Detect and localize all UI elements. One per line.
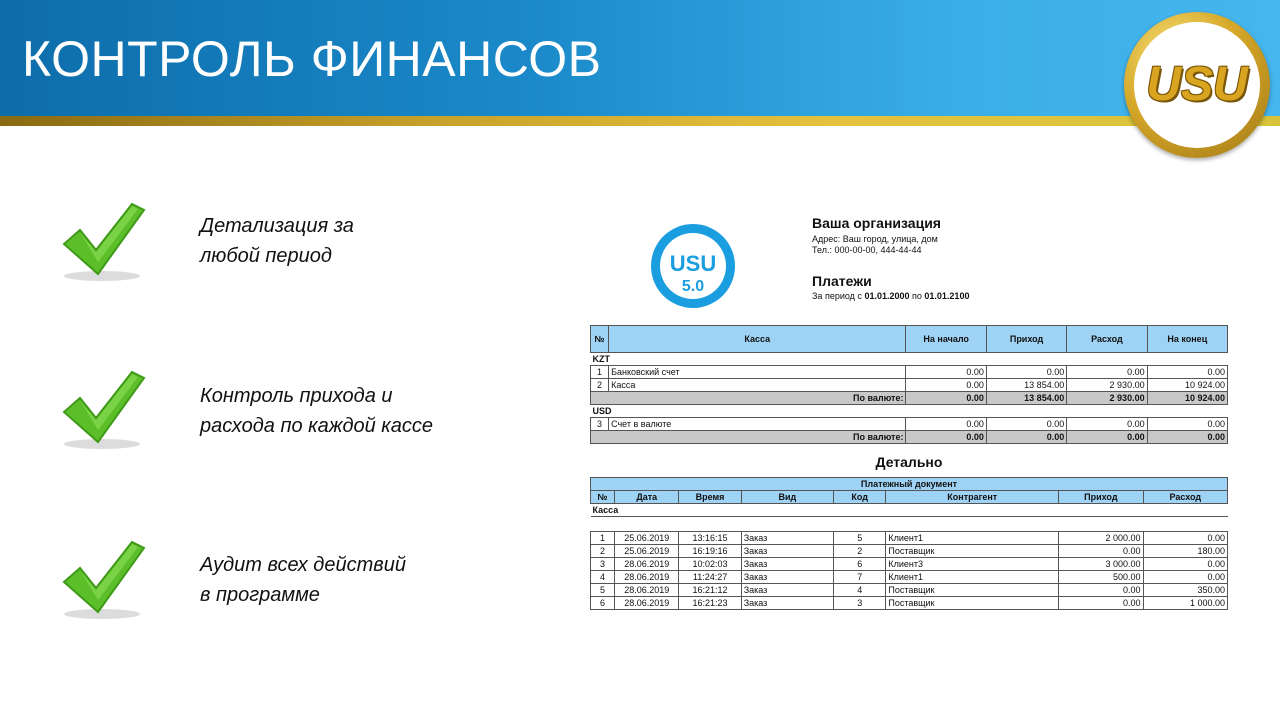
cell: 0.00 (906, 418, 986, 431)
summary-table (590, 325, 1228, 444)
cell: 0.00 (906, 379, 986, 392)
report-logo-text: USU (669, 251, 717, 276)
cell: 0.00 (906, 366, 986, 379)
cell: 5 (834, 532, 886, 545)
usu-logo-badge (1124, 12, 1270, 158)
feature-line: в программе (200, 584, 320, 606)
cell: 3 000.00 (1059, 558, 1143, 571)
cell: 1 000.00 (1143, 597, 1227, 610)
feature-line: Аудит всех действий (200, 554, 406, 576)
col-header: Дата (615, 491, 679, 504)
usu-logo-text: USU (1146, 58, 1248, 111)
feature-line: расхода по каждой кассе (200, 415, 433, 437)
col-header: № (591, 326, 609, 353)
cell: 500.00 (1059, 571, 1143, 584)
cell: 10:02:03 (679, 558, 741, 571)
page-title: КОНТРОЛЬ ФИНАНСОВ (22, 31, 602, 87)
cell: Клиент3 (886, 558, 1059, 571)
report-logo-version: 5.0 (681, 278, 705, 295)
cell: 28.06.2019 (615, 584, 679, 597)
cell: 2 (591, 545, 615, 558)
cell: Счет в валюте (609, 418, 906, 431)
cell: 4 (591, 571, 615, 584)
currency-total-row (591, 392, 1228, 405)
cell: Заказ (741, 558, 833, 571)
cell: 4 (834, 584, 886, 597)
group-header: Платежный документ (591, 478, 1228, 491)
table-row (591, 571, 1228, 584)
period-prefix: За период с (812, 291, 862, 301)
cell: Заказ (741, 597, 833, 610)
table-row (591, 545, 1228, 558)
feature-line: Детализация за (200, 215, 354, 237)
feature-audit (200, 550, 406, 610)
feature-cash-control (200, 381, 433, 441)
cell: Поставщик (886, 597, 1059, 610)
table-row (591, 379, 1228, 392)
org-phone: Тел.: 000-00-00, 444-44-44 (812, 245, 922, 255)
total-label: По валюте: (591, 431, 906, 444)
cell: 7 (834, 571, 886, 584)
payments-report (588, 205, 1230, 615)
cell: 350.00 (1143, 584, 1227, 597)
table-header-row (591, 326, 1228, 353)
cell: Поставщик (886, 584, 1059, 597)
cell: 0.00 (1067, 366, 1147, 379)
cell: 3 (834, 597, 886, 610)
checkmark-icon (60, 368, 150, 452)
period-mid: по (912, 291, 922, 301)
cell: Клиент1 (886, 532, 1059, 545)
cell: 1 (591, 532, 615, 545)
col-header: Код (834, 491, 886, 504)
checkmark-icon (60, 200, 150, 284)
cell: 13 854.00 (986, 379, 1066, 392)
cell: 1 (591, 366, 609, 379)
period-to: 01.01.2100 (924, 291, 970, 301)
cell: 2 930.00 (1067, 379, 1147, 392)
cell: 25.06.2019 (615, 545, 679, 558)
table-row (591, 366, 1228, 379)
report-title: Платежи (812, 273, 872, 289)
period-from: 01.01.2000 (864, 291, 910, 301)
cell: Поставщик (886, 545, 1059, 558)
cell: Банковский счет (609, 366, 906, 379)
detail-body (591, 532, 1228, 610)
cell: Клиент1 (886, 571, 1059, 584)
col-header: Вид (741, 491, 833, 504)
cell: 16:19:16 (679, 545, 741, 558)
col-header: Приход (986, 326, 1066, 353)
section-label: Касса (591, 504, 1228, 517)
cell: 2 930.00 (1067, 392, 1147, 405)
checkmark-icon (60, 538, 150, 622)
cell: 0.00 (1147, 431, 1227, 444)
cell: 0.00 (1143, 532, 1227, 545)
table-header-row (591, 491, 1228, 504)
detail-title: Детально (875, 454, 943, 470)
table-row (591, 584, 1228, 597)
report-period (812, 291, 969, 301)
cell: 0.00 (1059, 597, 1143, 610)
cell: 28.06.2019 (615, 571, 679, 584)
cell: 0.00 (1147, 418, 1227, 431)
cell: 13:16:15 (679, 532, 741, 545)
header-stripe (0, 116, 1280, 126)
org-address: Адрес: Ваш город, улица, дом (812, 234, 938, 244)
cell: 6 (834, 558, 886, 571)
org-name: Ваша организация (812, 215, 941, 231)
cell: 0.00 (1067, 431, 1147, 444)
cell: 2 (591, 379, 609, 392)
cell: Заказ (741, 584, 833, 597)
col-header: На начало (906, 326, 986, 353)
col-header: Приход (1059, 491, 1143, 504)
cell: 13 854.00 (986, 392, 1066, 405)
col-header: Контрагент (886, 491, 1059, 504)
col-header: Расход (1143, 491, 1227, 504)
section-row (591, 504, 1228, 517)
currency-group-row (591, 405, 1228, 418)
cell: 10 924.00 (1147, 392, 1227, 405)
col-header: № (591, 491, 615, 504)
currency-total-row (591, 431, 1228, 444)
cell: Касса (609, 379, 906, 392)
cell: 0.00 (986, 418, 1066, 431)
spacer-row (591, 517, 1228, 532)
total-label: По валюте: (591, 392, 906, 405)
feature-detail (200, 211, 354, 271)
cell: 3 (591, 558, 615, 571)
currency-label: KZT (591, 353, 1228, 366)
cell: 10 924.00 (1147, 379, 1227, 392)
cell: 0.00 (1067, 418, 1147, 431)
cell: Заказ (741, 532, 833, 545)
cell: 2 (834, 545, 886, 558)
table-row (591, 418, 1228, 431)
cell: 0.00 (986, 431, 1066, 444)
cell: 0.00 (1143, 558, 1227, 571)
cell: 5 (591, 584, 615, 597)
cell: 180.00 (1143, 545, 1227, 558)
col-header: Касса (609, 326, 906, 353)
cell: 0.00 (1059, 545, 1143, 558)
cell: Заказ (741, 571, 833, 584)
table-group-header-row (591, 478, 1228, 491)
cell: 28.06.2019 (615, 558, 679, 571)
detail-table (590, 477, 1228, 610)
cell: 0.00 (906, 431, 986, 444)
table-row (591, 597, 1228, 610)
cell: 28.06.2019 (615, 597, 679, 610)
cell: 0.00 (1143, 571, 1227, 584)
cell: Заказ (741, 545, 833, 558)
feature-line: Контроль прихода и (200, 385, 393, 407)
cell: 0.00 (1147, 366, 1227, 379)
col-header: На конец (1147, 326, 1227, 353)
cell: 3 (591, 418, 609, 431)
cell: 6 (591, 597, 615, 610)
cell: 0.00 (1059, 584, 1143, 597)
currency-label: USD (591, 405, 1228, 418)
currency-group-row (591, 353, 1228, 366)
col-header: Время (679, 491, 741, 504)
cell: 16:21:23 (679, 597, 741, 610)
cell: 0.00 (986, 366, 1066, 379)
feature-line: любой период (200, 245, 332, 267)
cell: 0.00 (906, 392, 986, 405)
cell: 11:24:27 (679, 571, 741, 584)
cell: 2 000.00 (1059, 532, 1143, 545)
usu-report-logo (648, 221, 738, 311)
cell: 16:21:12 (679, 584, 741, 597)
cell: 25.06.2019 (615, 532, 679, 545)
col-header: Расход (1067, 326, 1147, 353)
table-row (591, 532, 1228, 545)
table-row (591, 558, 1228, 571)
